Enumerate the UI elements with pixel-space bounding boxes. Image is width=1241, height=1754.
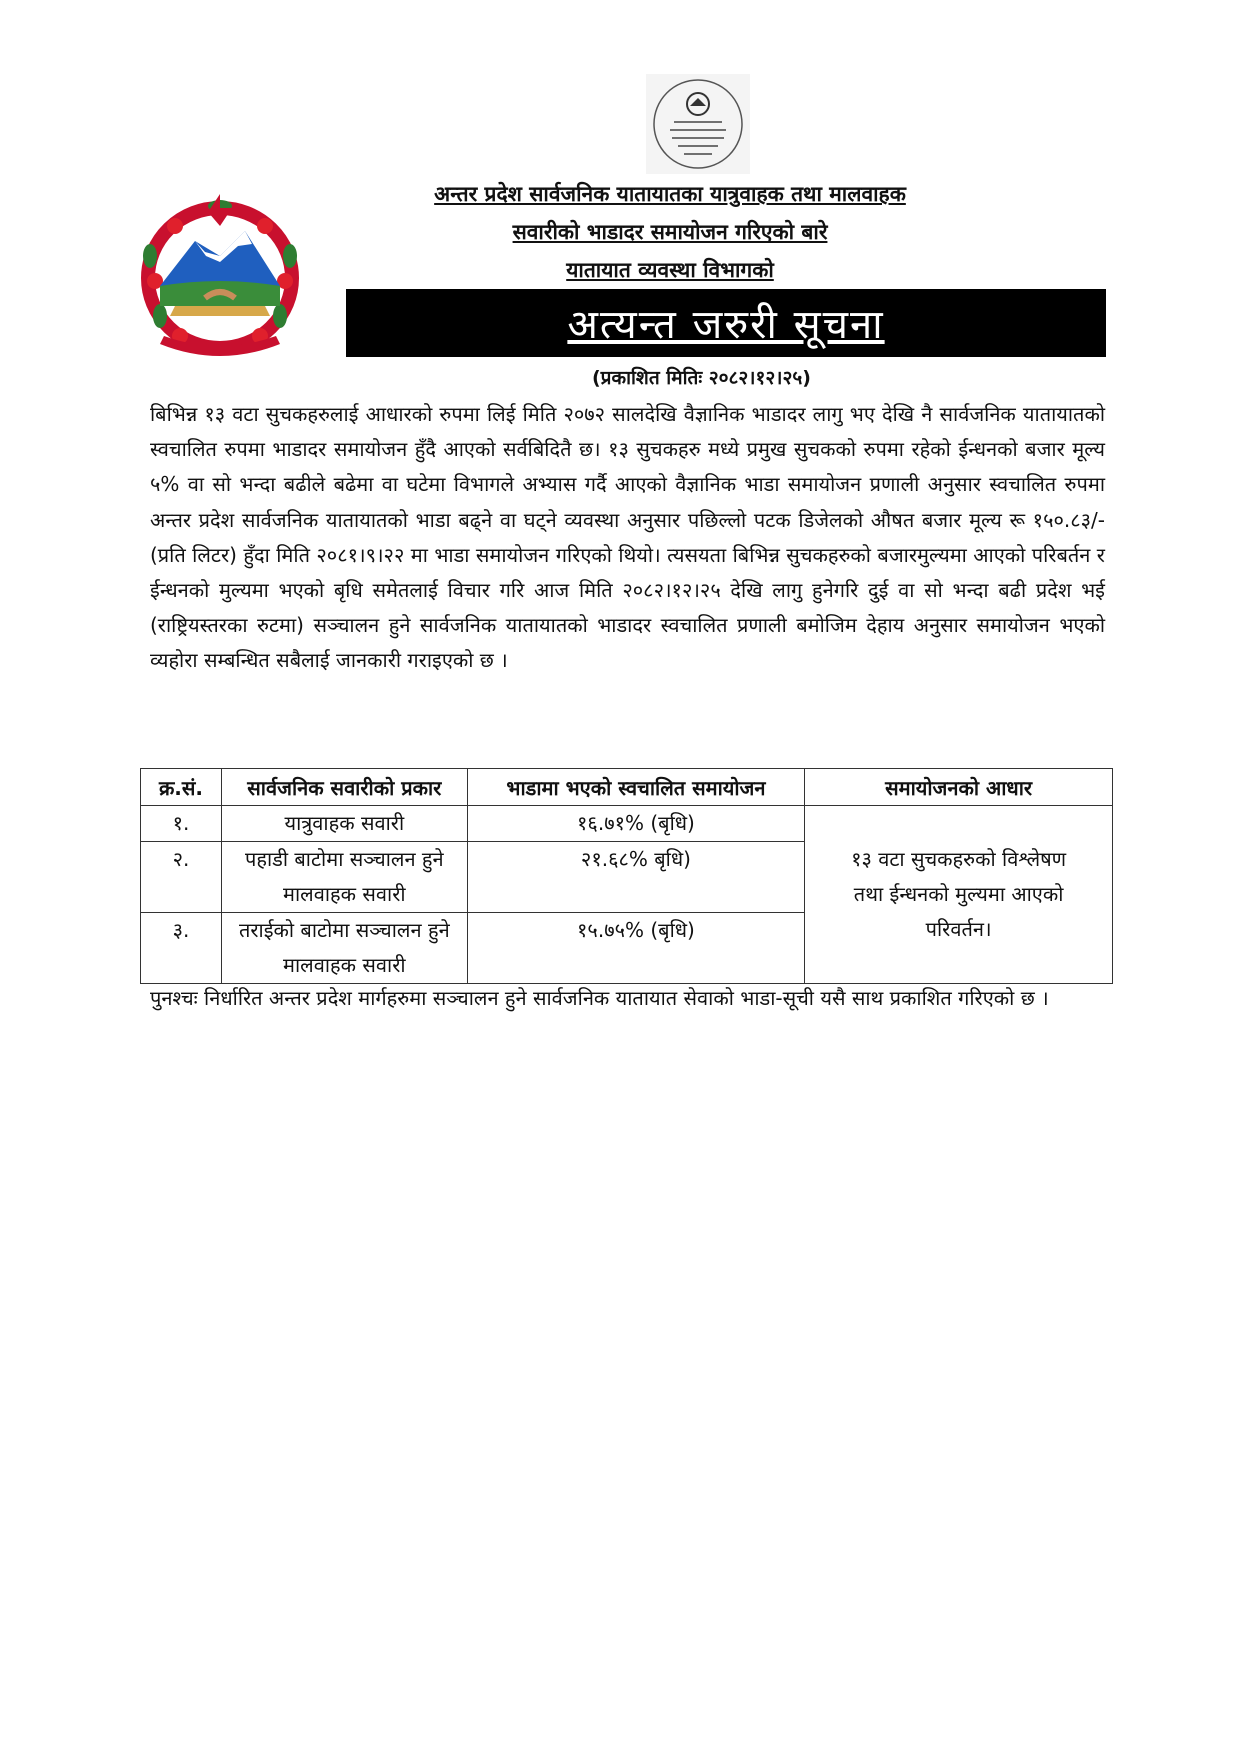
table-row (141, 806, 1113, 842)
urgent-notice-banner (346, 289, 1106, 357)
row-vehicle-type: पहाडी बाटोमा सञ्चालन हुने मालवाहक सवारी (221, 842, 467, 913)
published-date: (प्रकाशित मितिः २०८२।१२।२५) (592, 367, 811, 389)
nepal-emblem (120, 186, 320, 366)
adjustment-basis: १३ वटा सुचकहरुको विश्लेषण तथा ईन्धनको मुल्यमा आएको परिवर्तन। (805, 806, 1113, 984)
postscript-note: पुनश्चः निर्धारित अन्तर प्रदेश मार्गहरुमा सञ्चालन हुने सार्वजनिक यातायात सेवाको भाडा-सूची यसै साथ प्रकाशित गरिएको छ । (150, 986, 1049, 1010)
header-sn: क्र.सं. (141, 769, 222, 806)
row-vehicle-type: तराईको बाटोमा सञ्चालन हुने मालवाहक सवारी (221, 913, 467, 984)
office-stamp (646, 74, 750, 174)
row-adjustment: २१.६८% बृधि) (467, 842, 805, 913)
header-basis: समायोजनको आधार (805, 769, 1113, 806)
title-line-1: अन्तर प्रदेश सार्वजनिक यातायातका यात्रुवाहक तथा मालवाहक (434, 182, 906, 206)
row-adjustment: १५.७५% (बृधि) (467, 913, 805, 984)
header-vehicle-type: सार्वजनिक सवारीको प्रकार (221, 769, 467, 806)
row-adjustment: १६.७१% (बृधि) (467, 806, 805, 842)
row-vehicle-type: यात्रुवाहक सवारी (221, 806, 467, 842)
title-line-2: सवारीको भाडादर समायोजन गरिएको बारे (512, 220, 828, 244)
notice-paragraph: बिभिन्न १३ वटा सुचकहरुलाई आधारको रुपमा लिई मिति २०७२ सालदेखि वैज्ञानिक भाडादर लागु भए देखि नै सार्वजनिक यातायातको स्वचालित रुपमा भाडादर समायोजन हुँदै आएको सर्वबिदितै छ। १३ सुचकहरु मध्ये प्रमुख सुचकको रुपमा रहेको ईन्धनको बजार मूल्य ५% वा सो भन्दा बढीले बढेमा वा घटेमा विभागले अभ्यास गर्दै आएको वैज्ञानिक भाडा समायोजन प्रणाली अनुसार स्वचालित रुपमा अन्तर प्रदेश सार्वजनिक यातायातको भाडा बढ्ने वा घट्ने व्यवस्था अनुसार पछिल्लो पटक डिजेलको औषत बजार मूल्य रू १५०.८३/- (प्रति लिटर) हुँदा मिति २०८१।९।२२ मा भाडा समायोजन गरिएको थियो। त्यसयता बिभिन्न सुचकहरुको बजारमुल्यमा आएको परिबर्तन र ईन्धनको मुल्यमा भएको बृधि समेतलाई विचार गरि आज मिति २०८२।१२।२५ देखि लागु हुनेगरि दुई वा सो भन्दा बढी प्रदेश भई (राष्ट्रियस्तरका रुटमा) सञ्चालन हुने सार्वजनिक यातायातको भाडादर स्वचालित प्रणाली बमोजिम देहाय अनुसार समायोजन भएको व्यहोरा सम्बन्धित सबैलाई जानकारी गराइएको छ । (150, 402, 1106, 673)
table-header-row (141, 769, 1113, 806)
row-sn: २. (141, 842, 222, 913)
row-sn: ३. (141, 913, 222, 984)
row-sn: १. (141, 806, 222, 842)
fare-adjustment-table (140, 768, 1113, 984)
banner-text: अत्यन्त जरुरी सूचना (567, 302, 885, 348)
title-line-3: यातायात व्यवस्था विभागको (566, 258, 774, 282)
header-adjustment: भाडामा भएको स्वचालित समायोजन (467, 769, 805, 806)
